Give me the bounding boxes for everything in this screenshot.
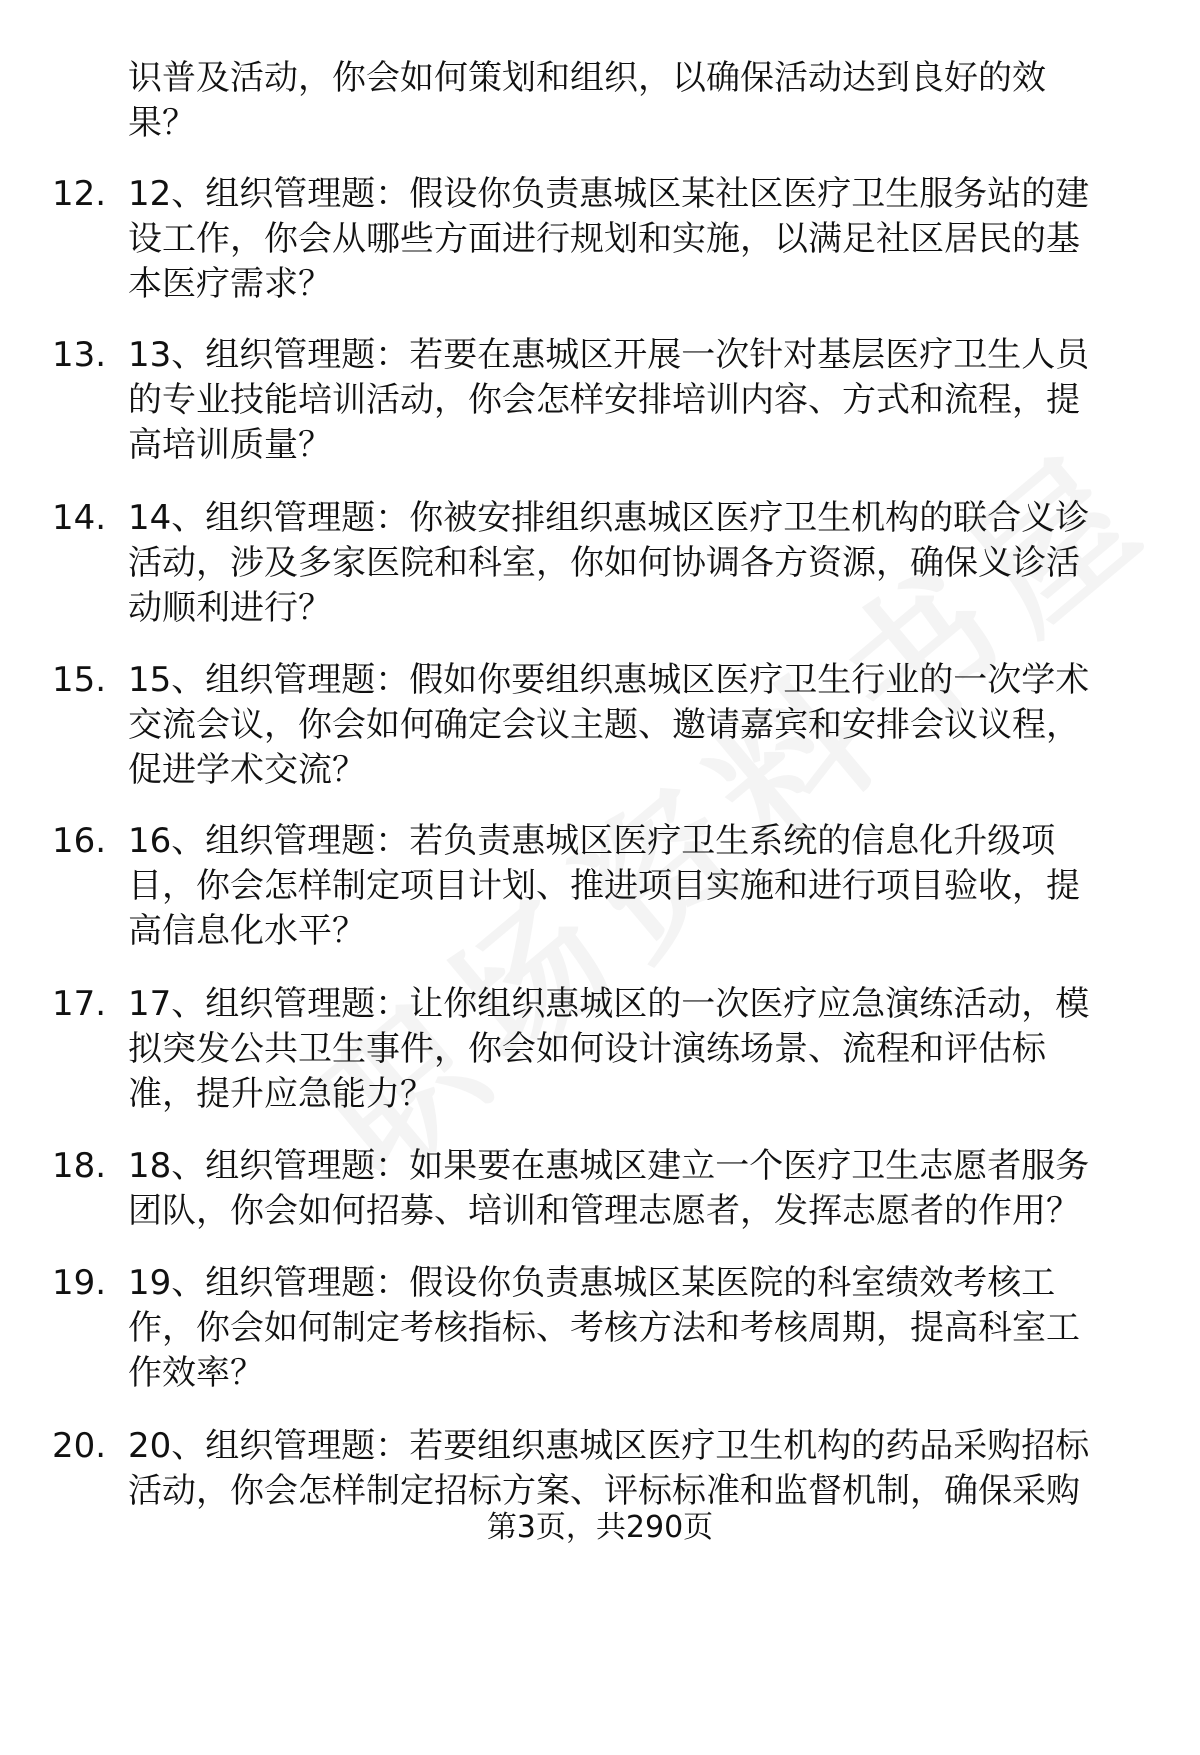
- question-number: 14.: [52, 498, 107, 538]
- question-line: 17、组织管理题：让你组织惠城区的一次医疗应急演练活动，模: [128, 984, 1090, 1024]
- question-number: 12.: [52, 174, 107, 214]
- page-footer: 第3页，共290页: [486, 1510, 714, 1545]
- question-line: 15、组织管理题：假如你要组织惠城区医疗卫生行业的一次学术: [128, 660, 1090, 700]
- question-line: 19、组织管理题：假设你负责惠城区某医院的科室绩效考核工: [128, 1263, 1056, 1303]
- question-number: 18.: [52, 1146, 107, 1186]
- question-line: 13、组织管理题：若要在惠城区开展一次针对基层医疗卫生人员: [128, 335, 1090, 375]
- question-number: 13.: [52, 335, 107, 375]
- question-line: 的专业技能培训活动，你会怎样安排培训内容、方式和流程，提: [128, 380, 1080, 420]
- question-line: 活动，涉及多家医院和科室，你如何协调各方资源，确保义诊活: [128, 543, 1080, 583]
- question-number: 19.: [52, 1263, 107, 1303]
- question-line: 目，你会怎样制定项目计划、推进项目实施和进行项目验收，提: [128, 866, 1080, 906]
- question-line: 作效率？: [128, 1353, 264, 1393]
- question-line: 本医疗需求？: [128, 264, 332, 304]
- continuation-line: 识普及活动，你会如何策划和组织，以确保活动达到良好的效: [128, 58, 1046, 98]
- question-number: 15.: [52, 660, 107, 700]
- question-number: 16.: [52, 821, 107, 861]
- question-line: 交流会议，你会如何确定会议主题、邀请嘉宾和安排会议议程，: [128, 705, 1080, 745]
- question-line: 促进学术交流？: [128, 750, 366, 790]
- question-line: 高信息化水平？: [128, 911, 366, 951]
- question-line: 12、组织管理题：假设你负责惠城区某社区医疗卫生服务站的建: [128, 174, 1090, 214]
- question-line: 16、组织管理题：若负责惠城区医疗卫生系统的信息化升级项: [128, 821, 1056, 861]
- question-line: 20、组织管理题：若要组织惠城区医疗卫生机构的药品采购招标: [128, 1426, 1090, 1466]
- question-number: 17.: [52, 984, 107, 1024]
- question-line: 作，你会如何制定考核指标、考核方法和考核周期，提高科室工: [128, 1308, 1080, 1348]
- question-number: 20.: [52, 1426, 107, 1466]
- question-line: 团队，你会如何招募、培训和管理志愿者，发挥志愿者的作用？: [128, 1191, 1080, 1231]
- continuation-line: 果？: [128, 103, 196, 143]
- question-line: 设工作，你会从哪些方面进行规划和实施，以满足社区居民的基: [128, 219, 1080, 259]
- question-line: 活动，你会怎样制定招标方案、评标标准和监督机制，确保采购: [128, 1471, 1080, 1511]
- question-line: 动顺利进行？: [128, 588, 332, 628]
- question-line: 拟突发公共卫生事件，你会如何设计演练场景、流程和评估标: [128, 1029, 1046, 1069]
- question-line: 14、组织管理题：你被安排组织惠城区医疗卫生机构的联合义诊: [128, 498, 1090, 538]
- question-line: 准，提升应急能力？: [128, 1074, 434, 1114]
- question-line: 高培训质量？: [128, 425, 332, 465]
- question-line: 18、组织管理题：如果要在惠城区建立一个医疗卫生志愿者服务: [128, 1146, 1090, 1186]
